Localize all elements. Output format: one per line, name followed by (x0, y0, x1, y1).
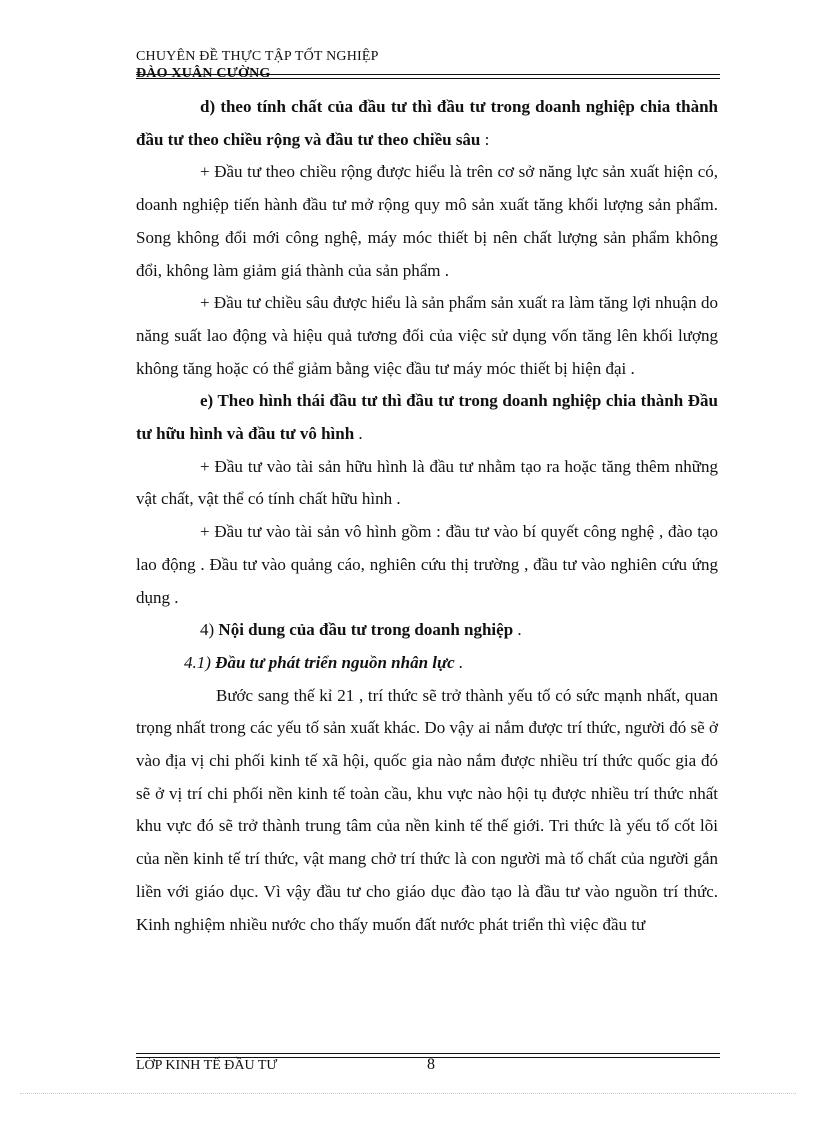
section-heading-4 (200, 614, 718, 647)
header-rule (136, 74, 720, 75)
paragraph-depth-investment: + Đầu tư chiều sâu được hiểu là sản phẩm sản xuất ra làm tăng lợi nhuận do năng suất lao động và hiệu quả tương đối của việc sử dụng vốn tăng lên khối lượng không tăng hoặc có thể giảm bằng việc đầu tư máy móc thiết bị hiện đại . (136, 293, 718, 378)
paragraph-d-heading: d) theo tính chất của đầu tư thì đầu tư trong doanh nghiệp chia thành đầu tư theo chiều rộng và đầu tư theo chiều sâu (136, 97, 718, 149)
document-body (136, 91, 718, 941)
paragraph-human-resources: Bước sang thế kỉ 21 , trí thức sẽ trở thành yếu tố có sức mạnh nhất, quan trọng nhất trong các yếu tố sản xuất khác. Do vậy ai nắm được trí thức, người đó sẽ ở vào địa vị chi phối kinh tế xã hội, quốc gia nào nắm được nhiều trí thức quốc gia đó sẽ ở vị trí chi phối nền kinh tế toàn cầu, khu vực nào hội tụ được nhiều trí thức nhất khu vực đó sẽ trở thành trung tâm của nền kinh tế thế giới. Tri thức là yếu tố cốt lõi của nền kinh tế trí thức, vật mang chở trí thức là con người mà tố chất của người gắn liền với giáo dục. Vì vậy đầu tư cho giáo dục đào tạo là đầu tư vào nguồn trí thức. Kinh nghiệm nhiều nước cho thấy muốn đất nước phát triển thì việc đầu tư (136, 685, 718, 934)
section-heading-4-1-tail: . (454, 652, 464, 672)
section-heading-4-1 (184, 647, 718, 680)
section-heading-4-tail: . (513, 620, 522, 640)
paragraph-width-investment: + Đầu tư theo chiều rộng được hiểu là trên cơ sở năng lực sản xuất hiện có, doanh nghiệp tiến hành đầu tư mở rộng quy mô sản xuất tăng khối lượng sản phẩm. Song không đổi mới công nghệ, máy móc thiết bị nên chất lượng sản phẩm không đổi, không làm giảm giá thành của sản phẩm . (136, 162, 718, 280)
page-number: 8 (427, 1056, 435, 1073)
header-rule-thin (136, 78, 720, 79)
paragraph-d (136, 91, 718, 156)
header-author: ĐÀO XUÂN CƯỜNG (136, 66, 271, 81)
footer-class-name: LỚP KINH TẾ ĐẦU TƯ (136, 1058, 278, 1073)
paragraph-e-heading: e) Theo hình thái đầu tư thì đầu tư trong doanh nghiệp chia thành Đầu tư hữu hình và đầu tư vô hình (136, 391, 718, 444)
section-heading-4-1-number: 4.1) (184, 652, 216, 672)
paragraph-tangible-assets: + Đầu tư vào tài sản hữu hình là đầu tư nhằm tạo ra hoặc tăng thêm những vật chất, vật thể có tính chất hữu hình . (136, 456, 718, 509)
section-heading-4-text: Nội dung của đầu tư trong doanh nghiệp (218, 620, 514, 640)
footer-rule (136, 1053, 720, 1054)
section-heading-4-1-text: Đầu tư phát triển nguồn nhân lực (215, 652, 455, 672)
paragraph-e-tail: . (354, 424, 363, 444)
page-edge-divider (20, 1093, 796, 1094)
paragraph-e (136, 385, 718, 450)
paragraph-intangible-assets: + Đầu tư vào tài sản vô hình gồm : đầu tư vào bí quyết công nghệ , đào tạo lao động . Đầu tư vào quảng cáo, nghiên cứu thị trường , đầu tư vào nghiên cứu ứng dụng . (136, 522, 718, 607)
header-title: CHUYÊN ĐỀ THỰC TẬP TỐT NGHIỆP (136, 49, 379, 64)
paragraph-d-tail: : (480, 129, 490, 149)
section-heading-4-number: 4) (200, 620, 219, 640)
